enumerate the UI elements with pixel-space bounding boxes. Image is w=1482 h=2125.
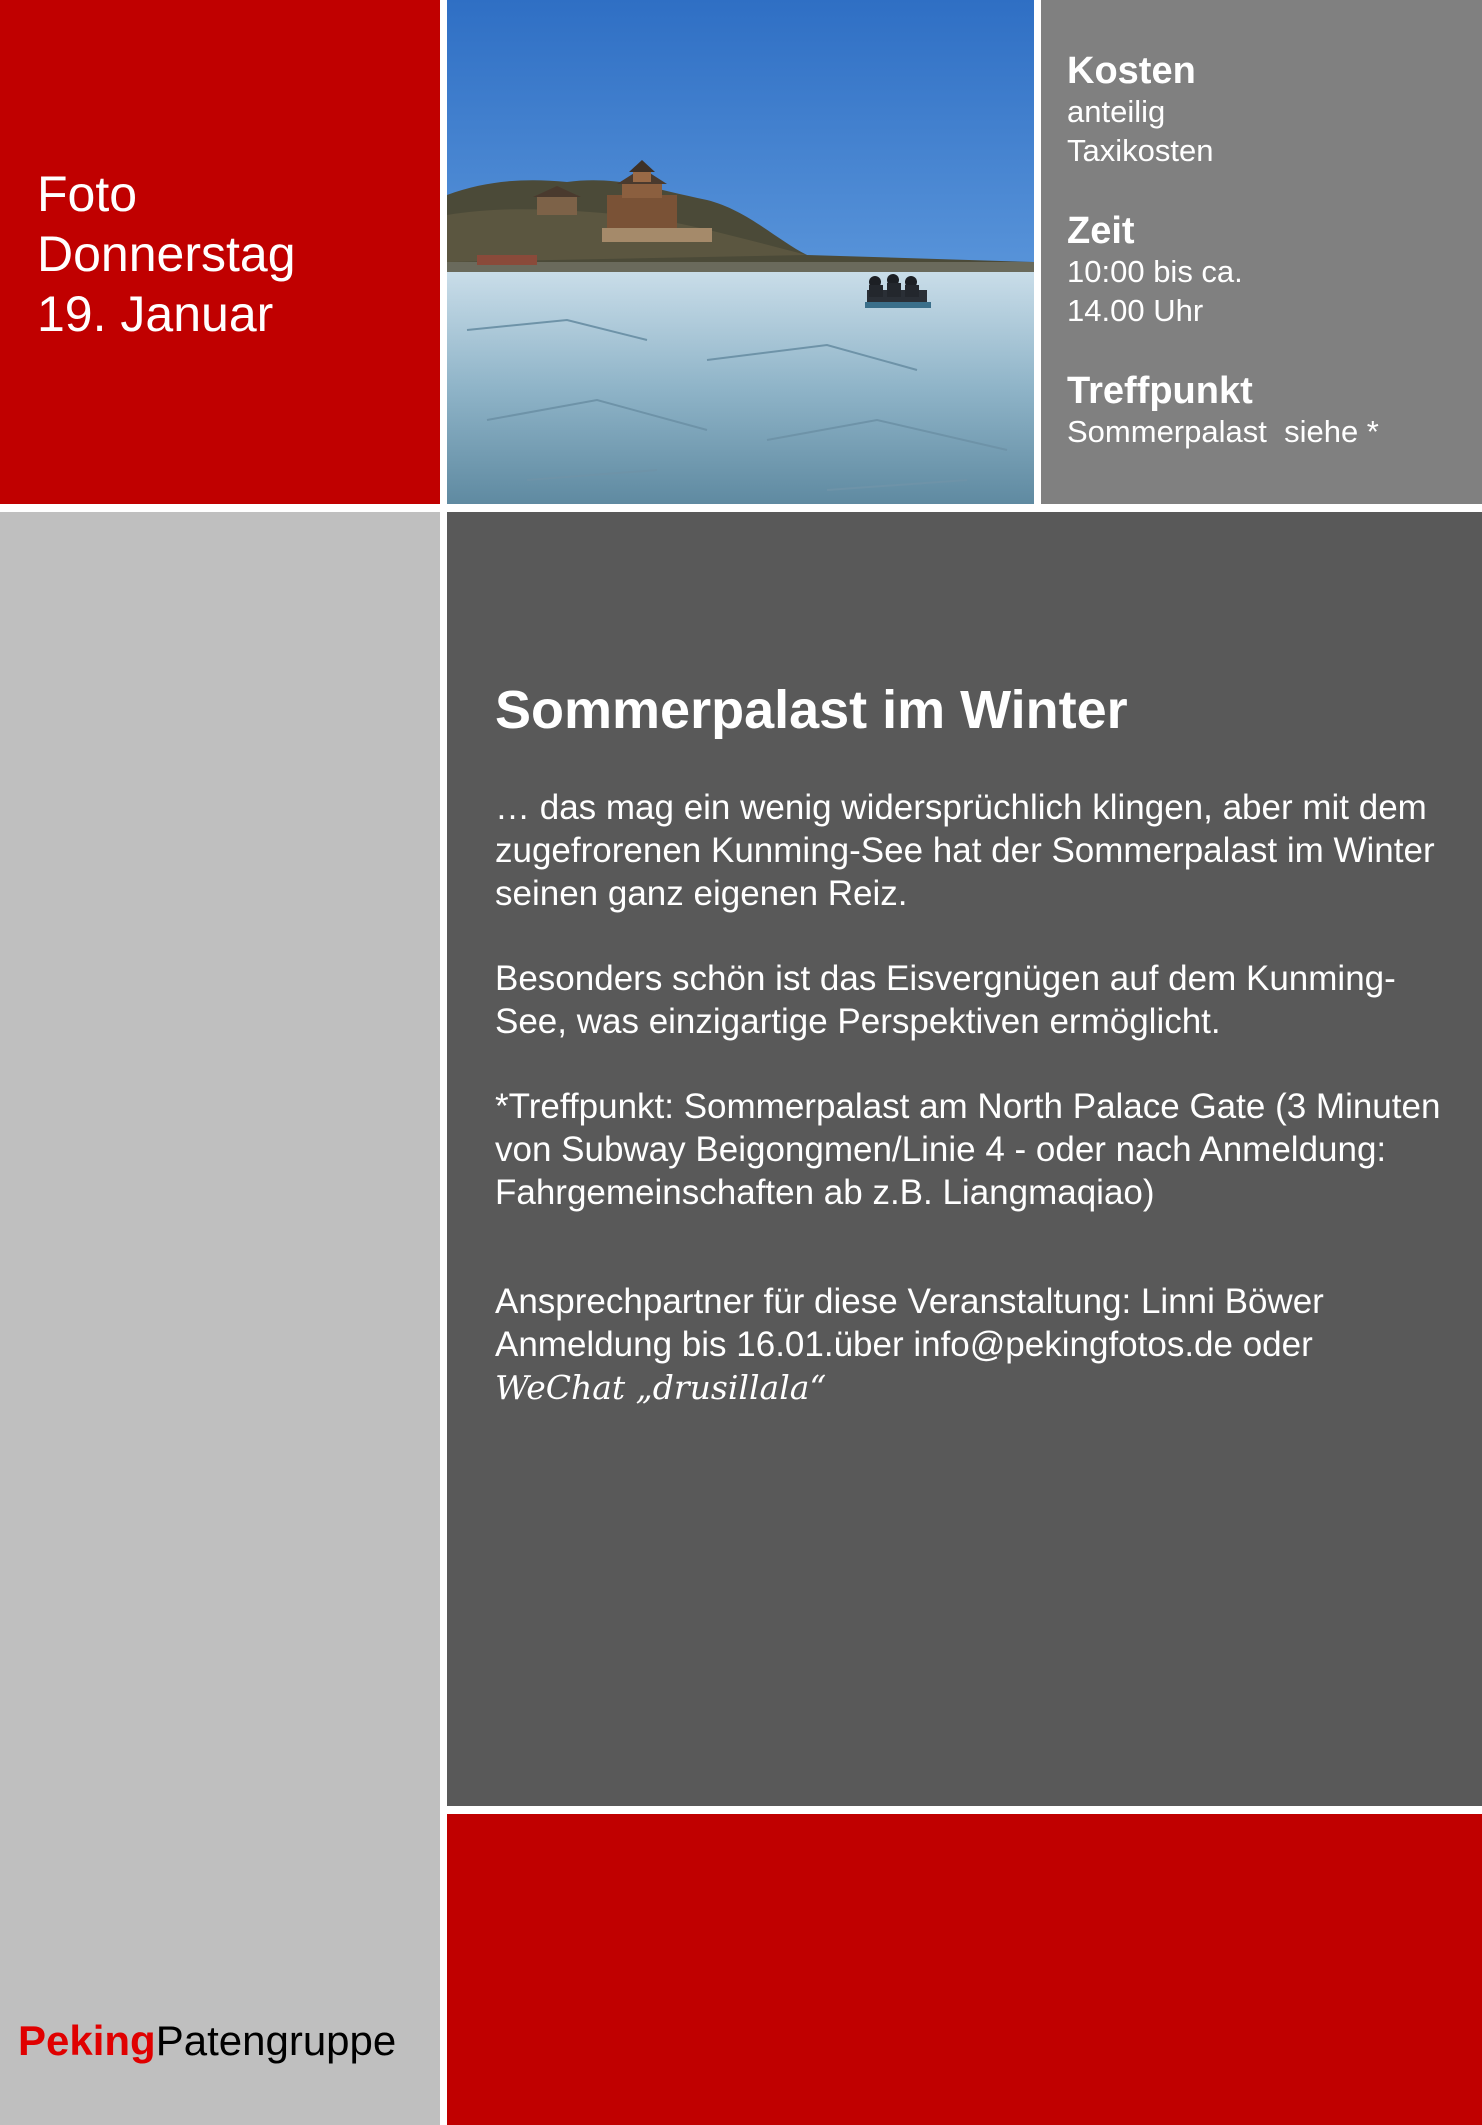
time-line-2: 14.00 Uhr (1067, 293, 1204, 328)
contact-line: Ansprechpartner für diese Veranstaltung: Linni Böwer (495, 1282, 1324, 1321)
date-panel (0, 0, 440, 504)
wechat-line: WeChat „drusillala“ (495, 1368, 827, 1407)
date-line-weekday: Donnerstag (37, 226, 296, 282)
date-line-category: Foto (37, 166, 138, 222)
date-line-date: 19. Januar (37, 286, 274, 342)
event-date (37, 164, 296, 344)
time-heading: Zeit (1067, 210, 1135, 252)
info-time (1067, 210, 1243, 330)
logo-part-peking: Peking (18, 2017, 156, 2064)
description-paragraph-1: … das mag ein wenig widersprüchlich klingen, aber mit dem zugefrorenen Kunming-See hat der Sommerpalast im Winter seinen ganz eigenen Reiz. (495, 788, 1435, 913)
logo-part-patengruppe: Patengruppe (155, 2017, 397, 2064)
description-paragraph-2: Besonders schön ist das Eisvergnügen auf dem Kunming-See, was einzigartige Perspektiven ermöglicht. (495, 959, 1396, 1041)
signup-line: Anmeldung bis 16.01.über info@pekingfotos.de oder (495, 1325, 1313, 1364)
info-cost (1067, 50, 1213, 170)
info-panel (1041, 0, 1482, 504)
event-description (495, 680, 1455, 1409)
bottom-red-panel (447, 1814, 1482, 2125)
event-title: Sommerpalast im Winter (495, 680, 1128, 740)
cost-heading: Kosten (1067, 50, 1196, 92)
event-photo (447, 0, 1034, 504)
main-content-panel (447, 512, 1482, 1806)
peking-patengruppe-logo (18, 2017, 396, 2065)
cost-line-1: anteilig (1067, 94, 1166, 129)
frozen-lake-photo (447, 0, 1034, 504)
left-strip (0, 512, 440, 2125)
time-line-1: 10:00 bis ca. (1067, 254, 1243, 289)
meeting-heading: Treffpunkt (1067, 370, 1253, 412)
meeting-point-note: *Treffpunkt: Sommerpalast am North Palace Gate (3 Minuten von Subway Beigongmen/Linie 4 - oder nach Anmeldung: Fahrgemeinschaften ab z.B. Liangmaqiao) (495, 1087, 1441, 1212)
meeting-line-1: Sommerpalast siehe * (1067, 414, 1379, 449)
cost-line-2: Taxikosten (1067, 133, 1214, 168)
info-meeting-point (1067, 370, 1379, 451)
